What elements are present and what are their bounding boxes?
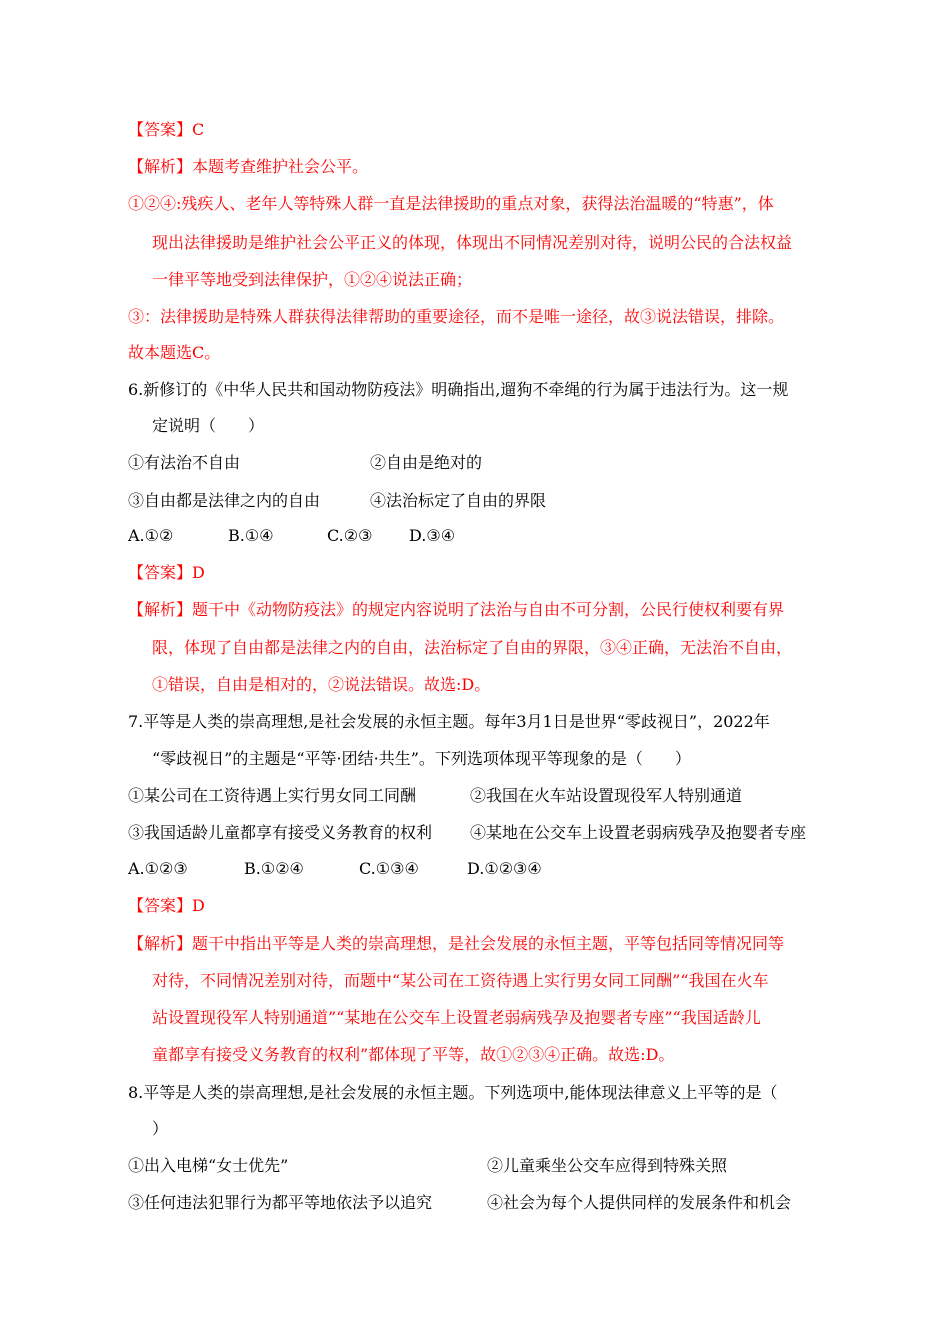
q6-item-2: ②自由是绝对的: [370, 453, 483, 472]
q5-analysis-line-4: 一律平等地受到法律保护，①②④说法正确；: [152, 270, 473, 289]
q7-analysis-line-2: 对待，不同情况差别对待，而题中“某公司在工资待遇上实行男女同工同酬”“我国在火车: [152, 971, 769, 990]
q6-answer: 【答案】D: [128, 563, 205, 582]
q6-choice-a: A.①②: [128, 526, 174, 545]
q6-analysis-line-2: 限，体现了自由都是法律之内的自由，法治标定了自由的界限，③④正确，无法治不自由，: [152, 638, 793, 657]
q5-analysis-line-3: 现出法律援助是维护社会公平正义的体现，体现出不同情况差别对待，说明公民的合法权益: [152, 233, 793, 252]
q8-item-3: ③任何违法犯罪行为都平等地依法予以追究: [128, 1193, 433, 1212]
q7-analysis-line-3: 站设置现役军人特别通道”“某地在公交车上设置老弱病残孕及抱婴者专座”“我国适龄儿: [152, 1008, 761, 1027]
q6-choice-b: B.①④: [228, 526, 274, 545]
q7-choice-a: A.①②③: [128, 859, 188, 878]
q5-analysis-line-2: ①②④:残疾人、老年人等特殊人群一直是法律援助的重点对象，获得法治温暖的“特惠”，体: [128, 194, 774, 213]
q6-analysis-line-3: ①错误，自由是相对的，②说法错误。故选:D。: [152, 675, 491, 694]
q7-analysis-line-1: 【解析】题干中指出平等是人类的崇高理想，是社会发展的永恒主题，平等包括同等情况同等: [128, 934, 785, 953]
q7-item-1: ①某公司在工资待遇上实行男女同工同酬: [128, 786, 417, 805]
q7-item-2: ②我国在火车站设置现役军人特别通道: [470, 786, 743, 805]
q5-answer: 【答案】C: [128, 120, 205, 139]
q7-stem-line-1: 7.平等是人类的崇高理想,是社会发展的永恒主题。每年3月1日是世界“零歧视日”，2022年: [128, 712, 770, 731]
q6-item-1: ①有法治不自由: [128, 453, 241, 472]
q5-analysis-line-5: ③：法律援助是特殊人群获得法律帮助的重要途径，而不是唯一途径，故③说法错误，排除。: [128, 307, 785, 326]
q7-stem-line-2: “零歧视日”的主题是“平等·团结·共生”。下列选项体现平等现象的是（ ）: [152, 749, 691, 768]
q6-stem-line-2: 定说明（ ）: [152, 416, 265, 435]
q7-answer: 【答案】D: [128, 896, 205, 915]
q7-analysis-line-4: 童都享有接受义务教育的权利”都体现了平等，故①②③④正确。故选:D。: [152, 1045, 675, 1064]
q6-choice-d: D.③④: [409, 526, 456, 545]
q7-choice-b: B.①②④: [244, 859, 304, 878]
q8-stem-line-2: ）: [152, 1119, 169, 1138]
q6-item-3: ③自由都是法律之内的自由: [128, 491, 321, 510]
q8-stem-line-1: 8.平等是人类的崇高理想,是社会发展的永恒主题。下列选项中,能体现法律意义上平等的是（: [128, 1083, 778, 1102]
q6-stem-line-1: 6.新修订的《中华人民共和国动物防疫法》明确指出,遛狗不牵绳的行为属于违法行为。这一规: [128, 380, 789, 399]
q6-analysis-line-1: 【解析】题干中《动物防疫法》的规定内容说明了法治与自由不可分割，公民行使权利要有界: [128, 600, 785, 619]
q7-item-4: ④某地在公交车上设置老弱病残孕及抱婴者专座: [470, 823, 807, 842]
q8-item-1: ①出入电梯“女士优先”: [128, 1156, 289, 1175]
q7-item-3: ③我国适龄儿童都享有接受义务教育的权利: [128, 823, 433, 842]
q7-choice-c: C.①③④: [359, 859, 419, 878]
q8-item-2: ②儿童乘坐公交车应得到特殊关照: [487, 1156, 728, 1175]
q5-analysis-line-6: 故本题选C。: [128, 343, 221, 362]
q7-choice-d: D.①②③④: [467, 859, 542, 878]
q8-item-4: ④社会为每个人提供同样的发展条件和机会: [487, 1193, 792, 1212]
q6-choice-c: C.②③: [327, 526, 373, 545]
q6-item-4: ④法治标定了自由的界限: [370, 491, 547, 510]
q5-analysis-line-1: 【解析】本题考查维护社会公平。: [128, 157, 369, 176]
